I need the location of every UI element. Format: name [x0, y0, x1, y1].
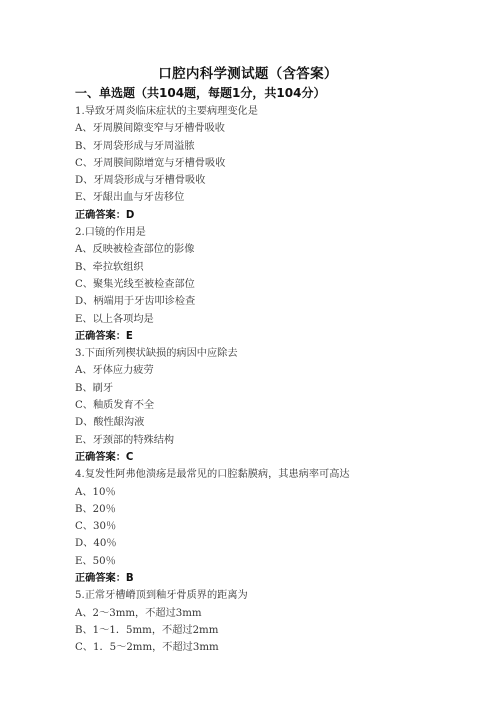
question-answer: 正确答案：B [75, 573, 134, 585]
question-answer: 正确答案：D [75, 209, 135, 221]
question-option: E、牙龈出血与牙齿移位 [75, 192, 185, 204]
question-option: B、刷牙 [75, 382, 114, 394]
question-stem: 1.导致牙周炎临床症状的主要病理变化是 [75, 106, 258, 117]
question-stem: 4.复发性阿弗他溃疡是最常见的口腔黏膜病，其患病率可高达 [75, 469, 350, 481]
question-option: C、聚集光线至被检查部位 [75, 278, 195, 290]
question-option: B、1～1．5mm，不超过2mm [75, 624, 219, 636]
section-heading: 一、单选题（共104题，每题1分，共104分） [75, 86, 326, 100]
question-option: A、10％ [75, 486, 116, 498]
question-option: D、牙周袋形成与牙槽骨吸收 [75, 175, 206, 187]
question-option: C、1．5～2mm，不超过3mm [75, 642, 219, 654]
question-option: C、牙周膜间隙增宽与牙槽骨吸收 [75, 157, 226, 169]
question-option: E、50％ [75, 555, 116, 567]
question-option: D、酸性龈沟液 [75, 417, 145, 429]
question-answer: 正确答案：C [75, 451, 134, 463]
question-option: A、牙体应力疲劳 [75, 365, 154, 377]
question-option: A、牙周膜间隙变窄与牙槽骨吸收 [75, 123, 225, 135]
document-title: 口腔内科学测试题（含答案） [158, 66, 338, 82]
question-stem: 2.口镜的作用是 [75, 227, 146, 239]
question-option: A、反映被检查部位的影像 [75, 244, 195, 256]
question-option: E、牙颈部的特殊结构 [75, 434, 175, 446]
question-option: C、釉质发育不全 [75, 400, 155, 412]
question-option: B、牙周袋形成与牙周溢脓 [75, 140, 195, 152]
question-option: E、以上各项均是 [75, 313, 154, 325]
question-option: D、柄端用于牙齿叩诊检查 [75, 296, 196, 308]
question-list [75, 103, 475, 657]
question-option: D、40％ [75, 538, 117, 550]
question-option: B、20％ [75, 503, 116, 515]
question-option: C、30％ [75, 521, 117, 533]
question-option: B、牵拉软组织 [75, 261, 144, 273]
question-answer: 正确答案：E [75, 330, 133, 342]
question-stem: 3.下面所列楔状缺损的病因中应除去 [75, 348, 238, 360]
question-stem: 5.正常牙槽嵴顶到釉牙骨质界的距离为 [75, 590, 248, 602]
question-option: A、2～3mm，不超过3mm [75, 607, 202, 619]
